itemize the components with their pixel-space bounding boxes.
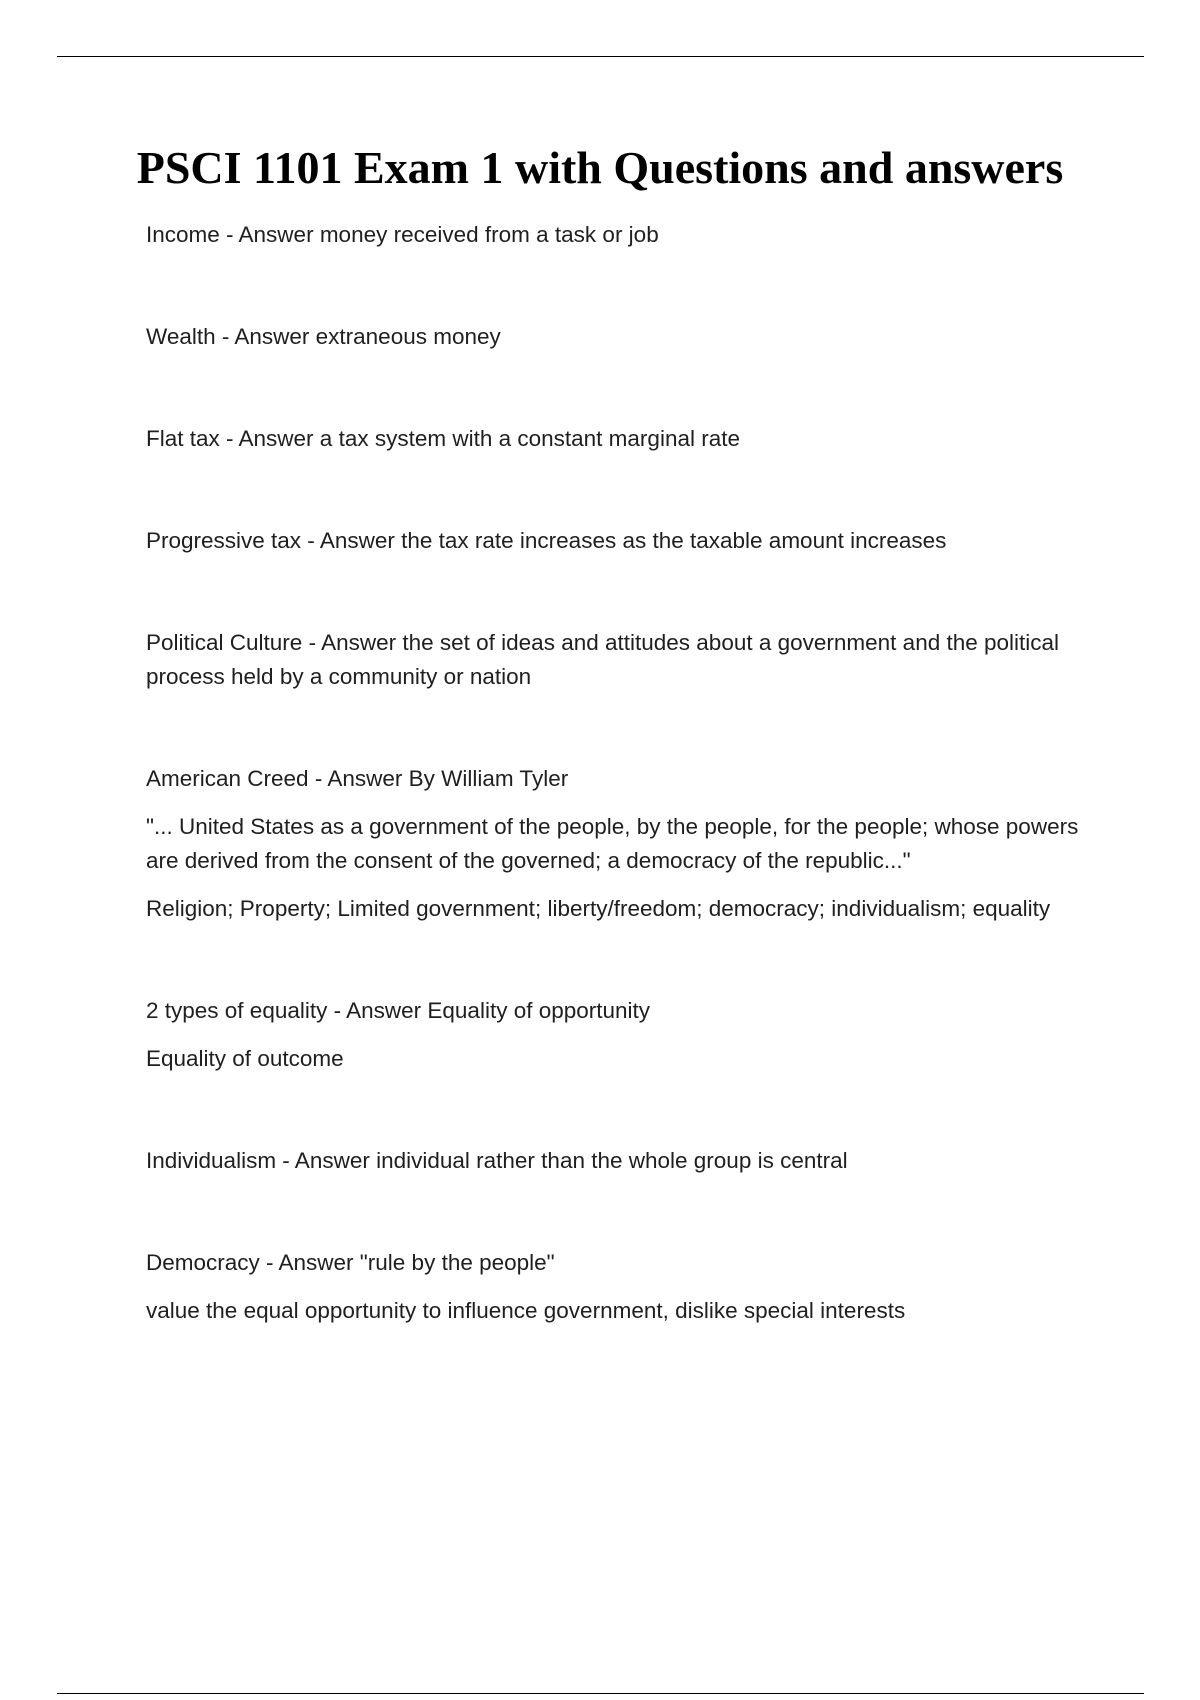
- qa-entry-flat-tax: [146, 422, 1096, 456]
- qa-entry-democracy: [146, 1246, 1096, 1328]
- qa-entry-types-of-equality: [146, 994, 1096, 1076]
- qa-entry-income: [146, 218, 1096, 252]
- qa-line: Flat tax - Answer a tax system with a constant marginal rate: [146, 426, 740, 451]
- qa-line: Individualism - Answer individual rather than the whole group is central: [146, 1148, 848, 1173]
- qa-entry-political-culture: [146, 626, 1096, 694]
- qa-line: Equality of outcome: [146, 1046, 344, 1071]
- qa-line: Democracy - Answer "rule by the people": [146, 1250, 555, 1275]
- qa-line: Wealth - Answer extraneous money: [146, 324, 501, 349]
- qa-line: "... United States as a government of the people, by the people, for the people; whose powers are derived from the consent of the governed; a democracy of the republic...": [146, 814, 1079, 873]
- qa-line: value the equal opportunity to influence government, dislike special interests: [146, 1298, 906, 1323]
- qa-entry-wealth: [146, 320, 1096, 354]
- qa-entry-individualism: [146, 1144, 1096, 1178]
- qa-line: Religion; Property; Limited government; liberty/freedom; democracy; individualism; equality: [146, 896, 1051, 921]
- qa-line: Income - Answer money received from a task or job: [146, 222, 659, 247]
- page-title: PSCI 1101 Exam 1 with Questions and answers: [136, 142, 1064, 193]
- qa-entry-progressive-tax: [146, 524, 1096, 558]
- qa-line: Political Culture - Answer the set of ideas and attitudes about a government and the political process held by a community or nation: [146, 630, 1060, 689]
- qa-entry-american-creed: [146, 762, 1096, 926]
- qa-list: [146, 218, 1096, 1396]
- qa-line: American Creed - Answer By William Tyler: [146, 766, 569, 791]
- qa-line: Progressive tax - Answer the tax rate increases as the taxable amount increases: [146, 528, 947, 553]
- qa-line: 2 types of equality - Answer Equality of opportunity: [146, 998, 651, 1023]
- bottom-rule: [57, 1693, 1144, 1694]
- top-rule: [57, 56, 1144, 57]
